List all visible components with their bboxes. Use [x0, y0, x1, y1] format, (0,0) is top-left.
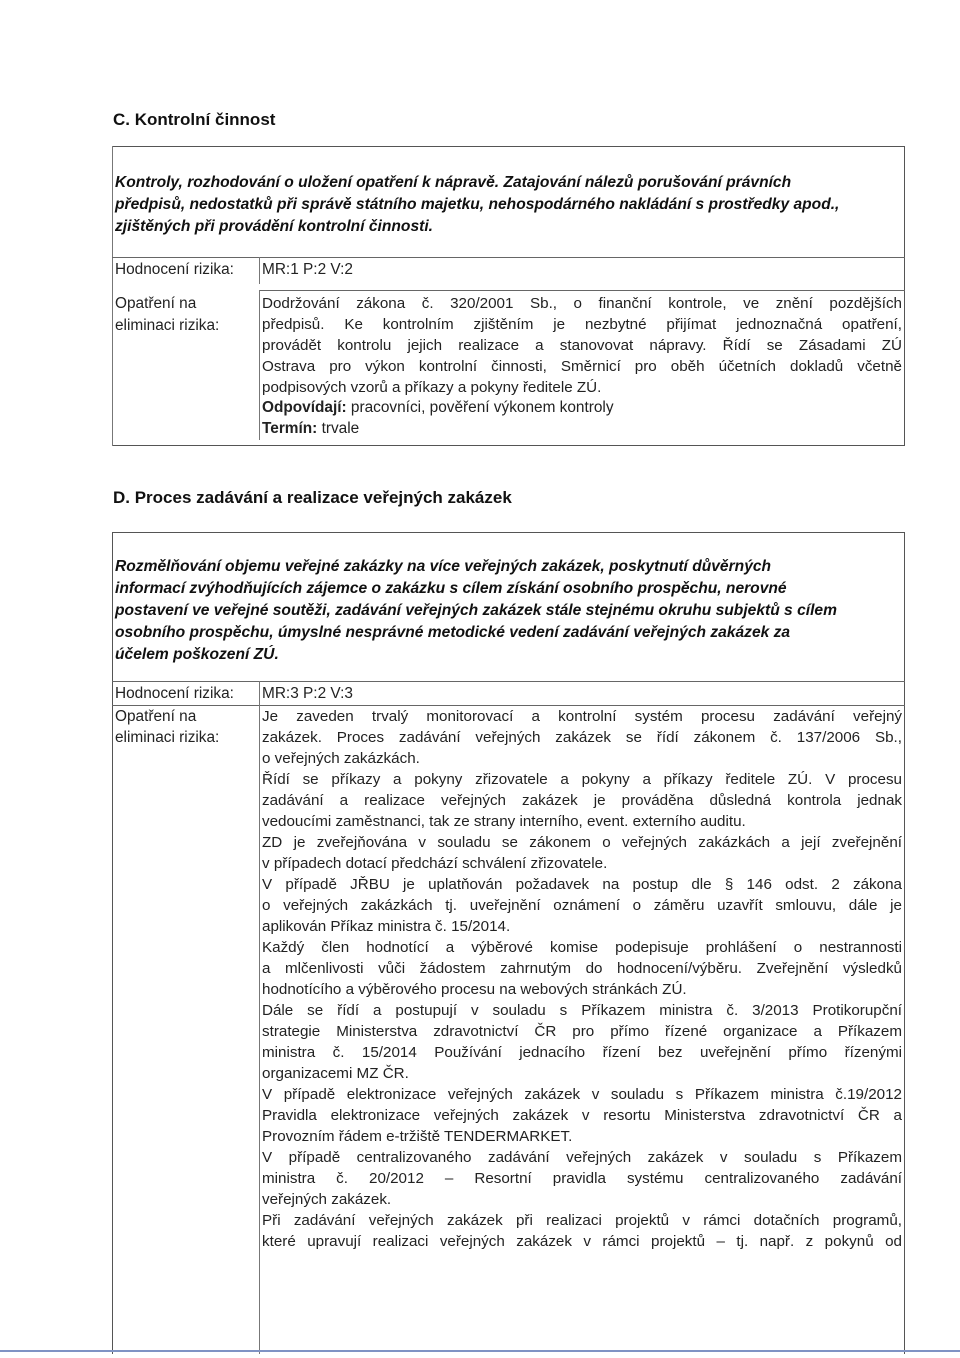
section-d-measures-label: Opatření na [115, 708, 197, 725]
measures-line: zakázek. Proces zadávání veřejných zakázek se řídí zákonem č. 137/2006 Sb., [262, 729, 902, 746]
measures-line: o veřejných zakázkách. [262, 750, 420, 767]
measures-line: Dále se řídí a postupují v souladu s Příkazem ministra č. 3/2013 Protikorupční [262, 1002, 902, 1019]
section-d-heading: D. Proces zadávání a realizace veřejných zakázek [113, 488, 512, 507]
responsible-value: pracovníci, pověření výkonem kontroly [346, 399, 614, 416]
measures-line: Ostrava pro výkon kontrolní činnosti, Směrnicí pro oběh účetních dokladů včetně [262, 358, 902, 375]
section-c-box-left-edge [112, 146, 113, 446]
measures-line: V případě centralizovaného zadávání veřejných zakázek v souladu s Příkazem [262, 1149, 902, 1166]
measures-line: o veřejných zakázkách tj. uveřejnění oznámení o záměru uzavřít smlouvu, dále je [262, 897, 902, 914]
measures-line: organizacemi MZ ČR. [262, 1065, 409, 1082]
measures-line: Je zaveden trvalý monitorovací a kontrolní systém procesu zadávání veřejný [262, 708, 902, 725]
section-d-rating-label: Hodnocení rizika: [115, 685, 234, 702]
risk-title-line: Kontroly, rozhodování o uložení opatření k nápravě. Zatajování nálezů porušování právních [115, 174, 792, 191]
section-d-measures-label: eliminaci rizika: [115, 729, 220, 746]
measures-line: Pravidla elektronizace veřejných zakázek v resortu Ministerstva zdravotnictví ČR a [262, 1107, 902, 1124]
measures-line: V případě JŘBU je uplatňován požadavek na postup dle § 146 odst. 2 zákona [262, 876, 902, 893]
section-c-measures-label: eliminaci rizika: [115, 317, 220, 334]
section-c-rating-top-rule [112, 257, 905, 258]
section-d-rating-divider [259, 681, 260, 705]
risk-title-line: osobního prospěchu, úmyslné nesprávné metodické vedení zadávání veřejných zakázek za [115, 624, 791, 641]
section-d-rating-top-rule [112, 681, 905, 682]
section-c-rating-value: MR:1 P:2 V:2 [262, 261, 353, 278]
section-d-rating-value: MR:3 P:2 V:3 [262, 685, 353, 702]
measures-line: ministra č. 20/2012 – Resortní pravidla systému centralizovaného zadávání [262, 1170, 902, 1187]
measures-line: Dodržování zákona č. 320/2001 Sb., o finanční kontrole, ve znění pozdějších [262, 295, 902, 312]
term-label: Termín: [262, 420, 318, 437]
section-d-risk-title [115, 556, 837, 666]
measures-line: aplikován Příkaz ministra č. 15/2014. [262, 918, 511, 935]
measures-line: V případě elektronizace veřejných zakázek v souladu s Příkazem ministra č.19/2012 [262, 1086, 902, 1103]
measures-line: ministra č. 15/2014 Používání jednacího řízení bez uveřejnění přímo řízenými [262, 1044, 902, 1061]
measures-line: vedoucími zaměstnanci, tak ze strany interního, event. externího auditu. [262, 813, 746, 830]
measures-line: ZD je zveřejňována v souladu se zákonem o veřejných zakázkách a její zveřejnění [262, 834, 902, 851]
page-bottom-rule [0, 1350, 960, 1352]
measures-line: Řídí se příkazy a pokyny zřizovatele a pokyny a příkazy ředitele ZÚ. V procesu [262, 771, 902, 788]
risk-title-line: účelem poškození ZÚ. [115, 646, 279, 663]
risk-title-line: zjištěných při provádění kontrolní činnosti. [115, 218, 433, 235]
measures-line: podpisových vzorů a příkazy a pokyny ředitele ZÚ. [262, 379, 602, 396]
measures-line: strategie Ministerstva zdravotnictví ČR pro přímo řízené organizace a Příkazem [262, 1023, 902, 1040]
measures-line: veřejných zakázek. [262, 1191, 392, 1208]
section-c-risk-title [115, 172, 839, 238]
measures-line: hodnotícího a výběrového procesu na webových stránkách ZÚ. [262, 981, 687, 998]
section-c-term [262, 418, 359, 439]
section-c-rating-label: Hodnocení rizika: [115, 261, 234, 278]
section-c-measures-label: Opatření na [115, 295, 197, 312]
section-c-measures-text [262, 293, 902, 398]
risk-title-line: postavení ve veřejné soutěži, zadávání veřejných zakázek stále stejnému okruhu subjektů s cílem [115, 602, 837, 619]
section-c-measures-divider [259, 290, 260, 440]
measures-line: Provozním řádem e-tržiště TENDERMARKET. [262, 1128, 573, 1145]
term-value: trvale [317, 420, 360, 437]
measures-line: v případech dotací předchází schválení zřizovatele. [262, 855, 608, 872]
measures-line: Při zadávání veřejných zakázek při realizaci projektů v rámci dotačních programů, [262, 1212, 902, 1229]
risk-title-line: předpisů, nedostatků při správě státního majetku, nehospodárného nakládání s prostředky apod., [115, 196, 840, 213]
measures-line: které upravují realizaci veřejných zakázek v rámci projektů – tj. např. z pokynů od [262, 1233, 902, 1250]
section-c-responsible [262, 397, 614, 418]
measures-line: provádět kontrolu jejich realizace a stanovovat nápravy. Řídí se Zásadami ZÚ [262, 337, 902, 354]
measures-line: Každý člen hodnotící a výběrové komise podepisuje prohlášení o nestrannosti [262, 939, 902, 956]
measures-line: předpisů. Ke kontrolním zjištěním je nezbytné přijímat jednoznačná opatření, [262, 316, 902, 333]
measures-line: a mlčenlivosti vůči žádostem zahrnutým do hodnocení/výběru. Zveřejnění výsledků [262, 960, 902, 977]
risk-title-line: Rozmělňování objemu veřejné zakázky na více veřejných zakázek, poskytnutí důvěrných [115, 558, 772, 575]
section-c-rating-divider [259, 257, 260, 284]
section-c-measures-top-rule [259, 290, 905, 291]
section-c-heading: C. Kontrolní činnost [113, 110, 276, 129]
measures-line: zadávání a realizace veřejných zakázek je prováděna důsledná kontrola jednak [262, 792, 902, 809]
section-d-measures-text [262, 706, 902, 1252]
responsible-label: Odpovídají: [262, 399, 347, 416]
section-d-measures-divider [259, 705, 260, 1354]
risk-title-line: informací zvýhodňujících zájemce o zakázku s cílem získání osobního prospěchu, nerovné [115, 580, 787, 597]
